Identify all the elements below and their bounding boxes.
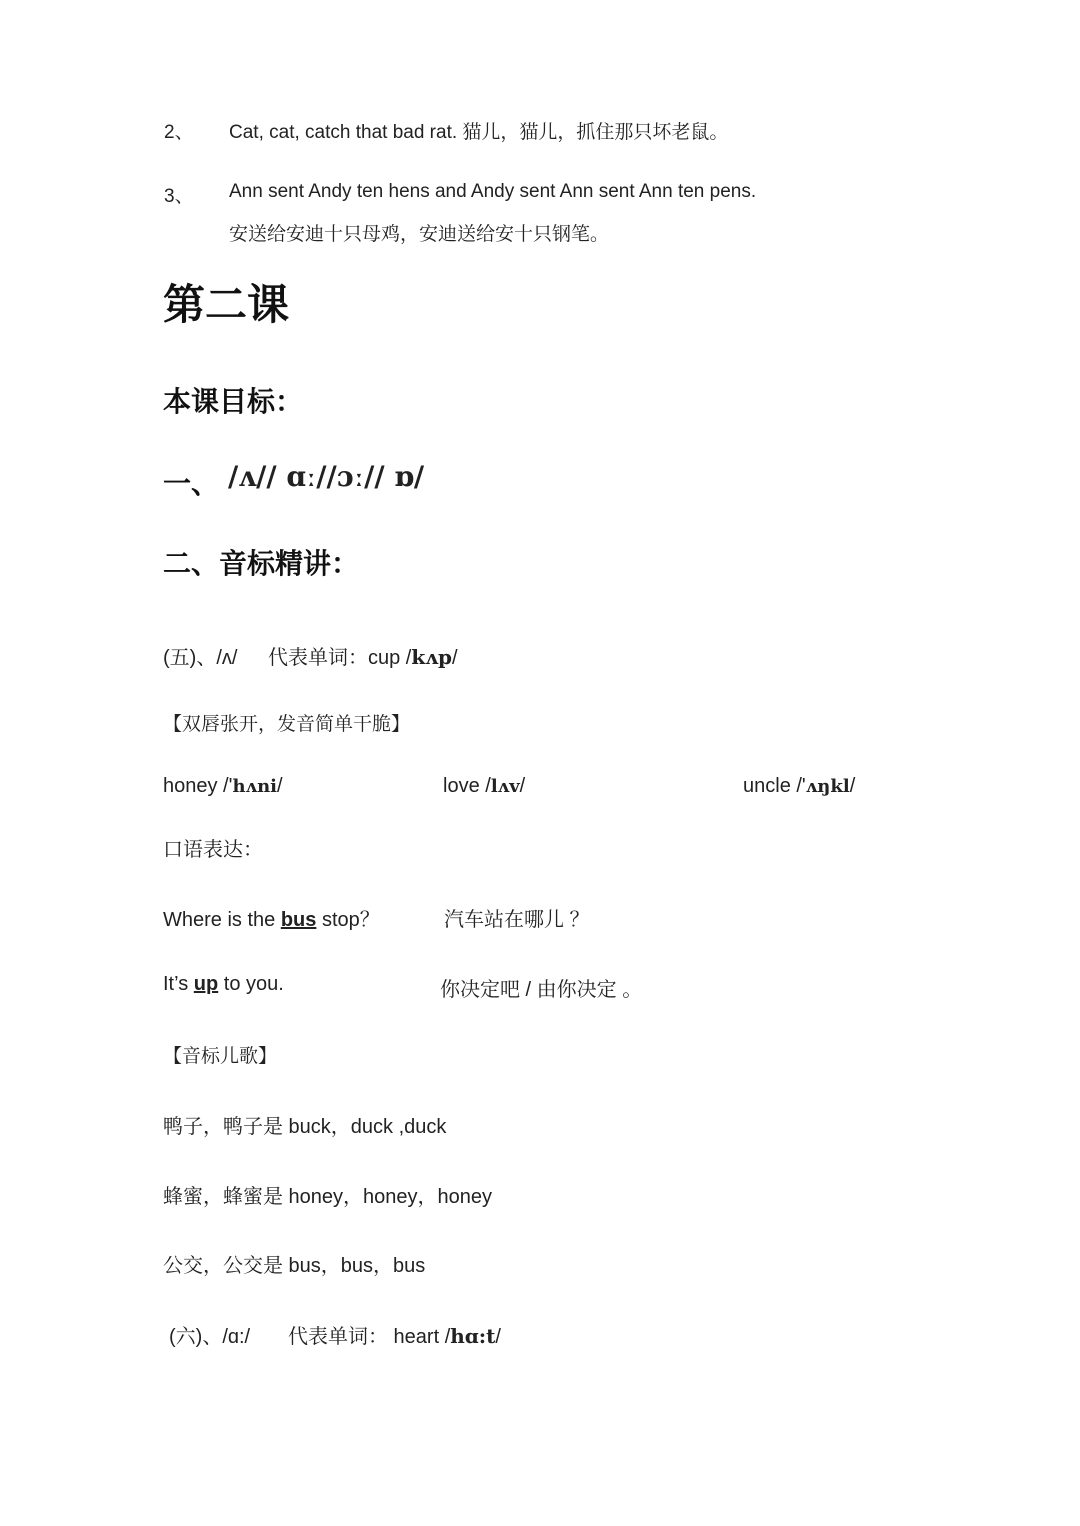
song-line: 蜂蜜，蜂蜜是 honey，honey，honey — [163, 1186, 493, 1208]
item-number: 2、 — [164, 122, 194, 143]
song-heading: 【音标儿歌】 — [163, 1046, 278, 1067]
tongue-twister-chinese: 猫儿，猫儿，抓住那只坏老鼠。 — [462, 122, 729, 143]
phrase-key-word: up — [193, 973, 219, 995]
representative-word-end: / — [495, 1326, 501, 1348]
phrase-text: to you. — [218, 973, 284, 995]
pronunciation-tip: 【双唇张开，发音简单干脆】 — [163, 714, 411, 735]
phrase-text: Where is the — [163, 909, 281, 931]
lesson-title: 第二课 — [163, 281, 290, 328]
example-word-end: / — [277, 775, 283, 797]
example-word-text: love / — [443, 775, 491, 797]
representative-word — [288, 1320, 501, 1349]
example-word-ipa: lʌv — [490, 776, 520, 797]
representative-word-ipa: kʌp — [411, 645, 453, 669]
phrase-text: It’s — [163, 973, 194, 995]
example-word-text: honey /' — [163, 775, 233, 797]
example-word-text: uncle /' — [743, 775, 806, 797]
phrase-english — [163, 903, 380, 932]
example-word-end: / — [849, 775, 856, 797]
song-line: 鸭子，鸭子是 buck，duck ,duck — [163, 1116, 447, 1138]
example-word-ipa: hʌni — [232, 776, 277, 797]
phrase-chinese: 你决定吧 / 由你决定 。 — [440, 979, 643, 1001]
objectives-heading: 本课目标： — [163, 386, 304, 417]
representative-word-label: 代表单词： heart / — [288, 1326, 451, 1348]
item-number: 3、 — [164, 186, 194, 207]
phrase-english — [163, 973, 284, 996]
tongue-twister-line — [229, 117, 728, 144]
phoneme-label: (五)、/ʌ/ — [163, 647, 238, 669]
section-heading: 二、音标精讲： — [163, 548, 360, 579]
song-line: 公交，公交是 bus，bus，bus — [163, 1255, 426, 1277]
phoneme-label: (六)、/ɑ:/ — [169, 1326, 251, 1348]
representative-word-ipa: hɑ:t — [450, 1324, 496, 1348]
example-word — [743, 775, 855, 798]
example-word — [163, 775, 283, 798]
representative-word-end: / — [452, 647, 458, 669]
example-word-ipa: ʌŋkl — [805, 776, 850, 797]
phrase-text: stop？ — [316, 909, 380, 931]
representative-word-label: 代表单词：cup / — [268, 647, 412, 669]
example-word-end: / — [519, 775, 526, 797]
tongue-twister-english: Cat, cat, catch that bad rat. — [229, 122, 458, 143]
example-word — [443, 775, 525, 798]
representative-word — [268, 641, 458, 670]
tongue-twister-english: Ann sent Andy ten hens and Andy sent Ann sent Ann ten pens. — [229, 181, 757, 202]
phrase-chinese: 汽车站在哪儿 ？ — [444, 909, 590, 931]
tongue-twister-chinese: 安送给安迪十只母鸡，安迪送给安十只钢笔。 — [229, 224, 610, 245]
objective-label: 一、 — [163, 468, 220, 499]
oral-expression-heading: 口语表达： — [163, 839, 263, 861]
objective-phonetic-symbols: /ʌ// ɑː//ɔː// ɒ/ — [228, 460, 425, 493]
phrase-key-word: bus — [280, 909, 317, 931]
